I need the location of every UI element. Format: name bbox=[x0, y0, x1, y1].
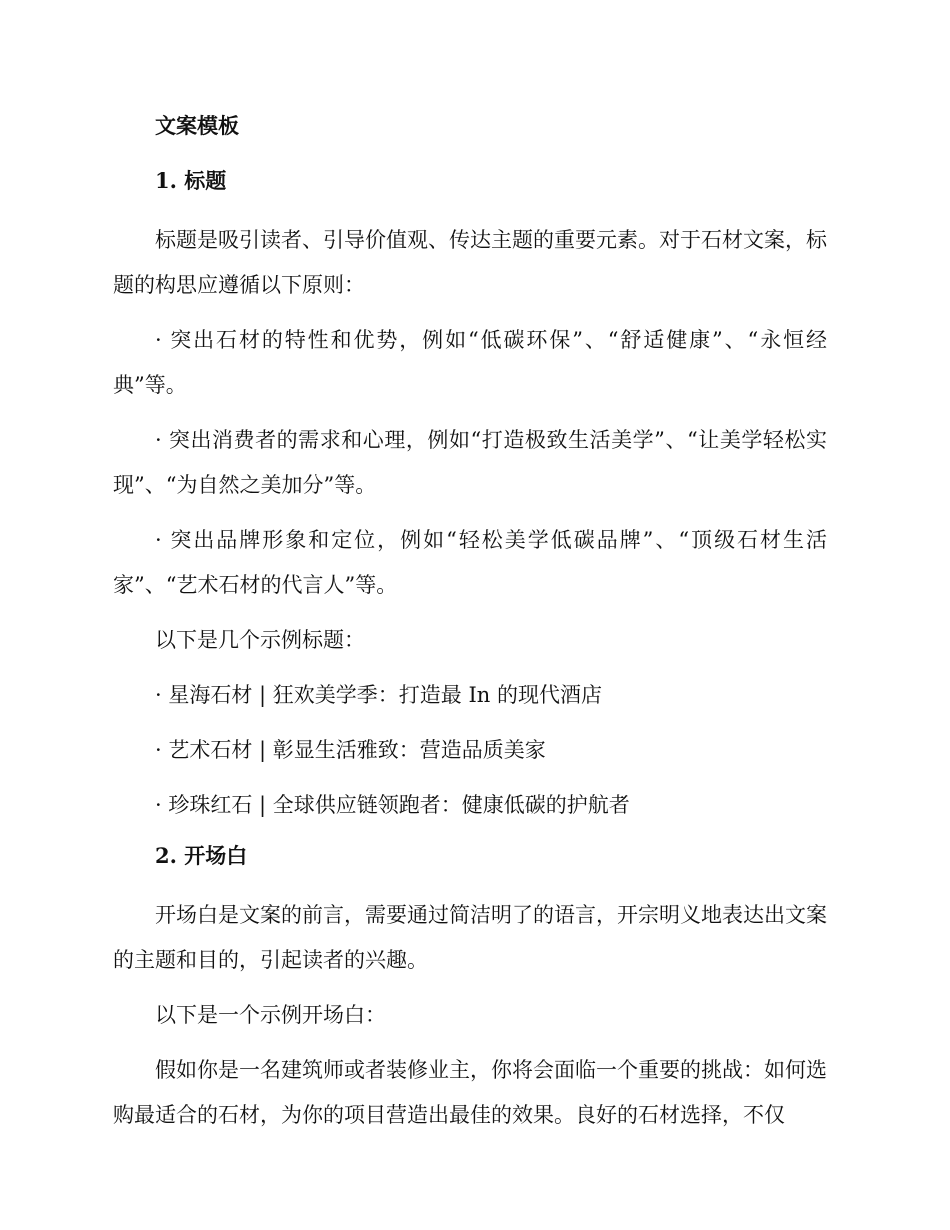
section-heading-title: 1. 标题 bbox=[155, 168, 227, 193]
principle-item: · 突出品牌形象和定位，例如“轻松美学低碳品牌”、“顶级石材生活家”、“艺术石材的代言人”等。 bbox=[113, 528, 827, 597]
opening-example-intro: 以下是一个示例开场白： bbox=[155, 1003, 386, 1027]
section-heading-opening: 2. 开场白 bbox=[155, 843, 248, 868]
document-title: 文案模板 bbox=[155, 113, 239, 138]
example-title-item: · 星海石材 | 狂欢美学季：打造最 In 的现代酒店 bbox=[155, 683, 602, 707]
section2-intro-paragraph: 开场白是文案的前言，需要通过简洁明了的语言，开宗明义地表达出文案的主题和目的，引起读者的兴趣。 bbox=[113, 903, 827, 972]
principle-item: · 突出消费者的需求和心理，例如“打造极致生活美学”、“让美学轻松实现”、“为自然之美加分”等。 bbox=[113, 428, 827, 497]
example-title-item: · 艺术石材 | 彰显生活雅致：营造品质美家 bbox=[155, 738, 546, 762]
principle-item: · 突出石材的特性和优势，例如“低碳环保”、“舒适健康”、“永恒经典”等。 bbox=[113, 328, 827, 397]
opening-example-paragraph: 假如你是一名建筑师或者装修业主，你将会面临一个重要的挑战：如何选购最适合的石材，为你的项目营造出最佳的效果。良好的石材选择，不仅 bbox=[113, 1058, 827, 1127]
example-title-item: · 珍珠红石 | 全球供应链领跑者：健康低碳的护航者 bbox=[155, 793, 630, 817]
section1-intro-paragraph: 标题是吸引读者、引导价值观、传达主题的重要元素。对于石材文案，标题的构思应遵循以下原则： bbox=[113, 228, 827, 297]
document-content bbox=[113, 108, 827, 1148]
examples-intro: 以下是几个示例标题： bbox=[155, 628, 365, 652]
